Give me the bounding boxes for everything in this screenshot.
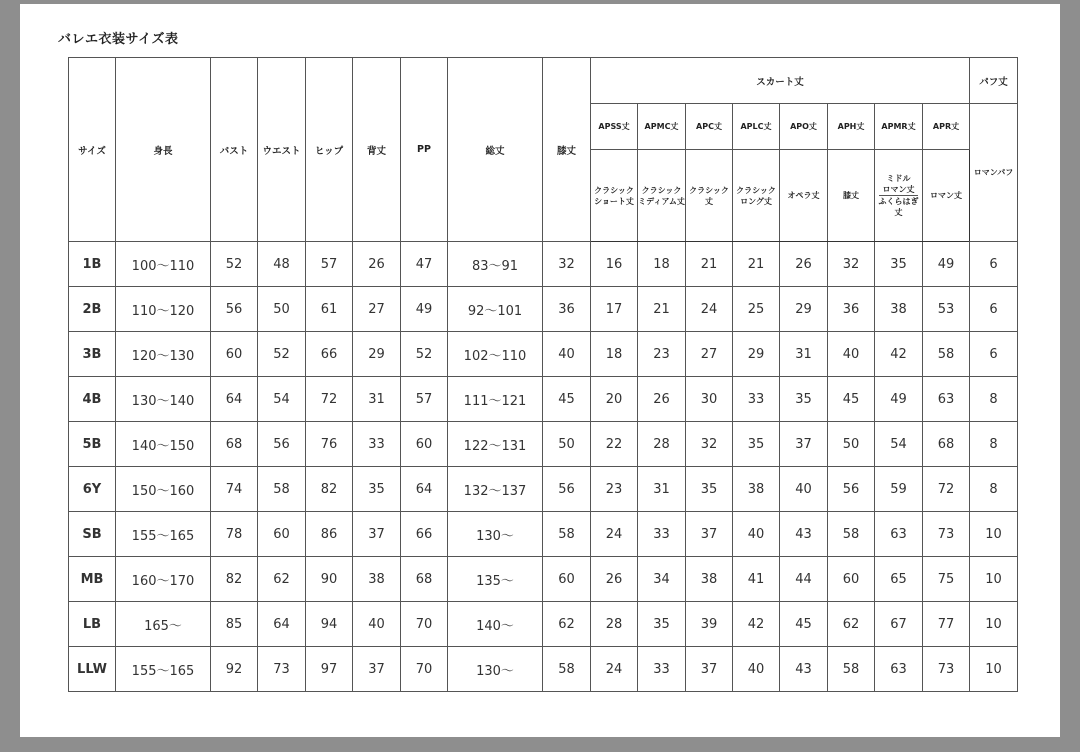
table-cell: 38	[733, 467, 780, 512]
header-skirt-name-line: クラシック	[736, 185, 776, 195]
table-cell: 52	[258, 332, 306, 377]
header-skirt-name	[591, 150, 638, 242]
table-cell: 10	[970, 647, 1018, 692]
table-cell: 59	[875, 467, 923, 512]
header-total-length: 総丈	[448, 58, 543, 242]
page-title: バレエ衣装サイズ表	[58, 32, 179, 47]
table-row	[69, 467, 1018, 512]
header-skirt-name-line: クラシック	[594, 185, 634, 195]
table-cell: 33	[638, 647, 686, 692]
table-cell: 57	[306, 242, 353, 287]
table-cell: 165〜	[116, 602, 211, 647]
table-cell: 42	[733, 602, 780, 647]
table-cell: 150〜160	[116, 467, 211, 512]
table-cell: 26	[591, 557, 638, 602]
table-cell: 72	[306, 377, 353, 422]
table-cell: 40	[733, 647, 780, 692]
header-skirt-name-line: オペラ丈	[787, 191, 820, 200]
table-cell: 50	[258, 287, 306, 332]
table-cell: 38	[686, 557, 733, 602]
table-cell: 26	[780, 242, 828, 287]
table-cell: 16	[591, 242, 638, 287]
table-cell: 76	[306, 422, 353, 467]
table-cell: 52	[401, 332, 448, 377]
table-cell: 68	[211, 422, 258, 467]
table-cell: 45	[543, 377, 591, 422]
table-cell: 73	[258, 647, 306, 692]
table-cell: 40	[543, 332, 591, 377]
table-cell: 38	[875, 287, 923, 332]
header-skirt-name-line: ミディアム丈	[638, 196, 685, 206]
table-cell: 62	[543, 602, 591, 647]
size-label-cell: SB	[69, 512, 116, 557]
table-cell: 58	[543, 647, 591, 692]
table-cell: 37	[780, 422, 828, 467]
table-cell: 130〜	[448, 647, 543, 692]
table-cell: 52	[211, 242, 258, 287]
table-cell: 60	[211, 332, 258, 377]
document-sheet	[20, 4, 1060, 737]
table-cell: 8	[970, 377, 1018, 422]
table-cell: 32	[543, 242, 591, 287]
table-cell: 42	[875, 332, 923, 377]
table-cell: 35	[780, 377, 828, 422]
table-cell: 26	[353, 242, 401, 287]
table-cell: 63	[875, 512, 923, 557]
table-cell: 155〜165	[116, 512, 211, 557]
table-cell: 63	[875, 647, 923, 692]
table-cell: 92〜101	[448, 287, 543, 332]
table-cell: 49	[401, 287, 448, 332]
table-cell: 75	[923, 557, 970, 602]
table-cell: 78	[211, 512, 258, 557]
header-skirt-code: APR丈	[923, 104, 970, 150]
table-cell: 62	[828, 602, 875, 647]
table-cell: 140〜	[448, 602, 543, 647]
header-skirt-name	[733, 150, 780, 242]
table-cell: 35	[353, 467, 401, 512]
table-cell: 50	[828, 422, 875, 467]
table-cell: 37	[353, 512, 401, 557]
table-cell: 82	[211, 557, 258, 602]
table-cell: 45	[828, 377, 875, 422]
table-cell: 31	[638, 467, 686, 512]
table-cell: 40	[780, 467, 828, 512]
header-skirt-name	[686, 150, 733, 242]
header-apmr-extra: ふくらはぎ丈	[878, 197, 919, 217]
table-row	[69, 512, 1018, 557]
table-cell: 48	[258, 242, 306, 287]
header-size: サイズ	[69, 58, 116, 242]
table-cell: 73	[923, 647, 970, 692]
header-waist: ウエスト	[258, 58, 306, 242]
table-cell: 160〜170	[116, 557, 211, 602]
header-skirt-name-line: ショート丈	[594, 196, 634, 206]
table-cell: 32	[686, 422, 733, 467]
table-cell: 35	[686, 467, 733, 512]
table-cell: 30	[686, 377, 733, 422]
table-cell: 94	[306, 602, 353, 647]
table-cell: 23	[638, 332, 686, 377]
table-cell: 22	[591, 422, 638, 467]
table-cell: 50	[543, 422, 591, 467]
table-cell: 36	[543, 287, 591, 332]
table-cell: 100〜110	[116, 242, 211, 287]
table-cell: 83〜91	[448, 242, 543, 287]
table-row	[69, 557, 1018, 602]
table-cell: 6	[970, 287, 1018, 332]
table-cell: 120〜130	[116, 332, 211, 377]
table-cell: 10	[970, 602, 1018, 647]
header-skirt-name-line: クラシック	[641, 185, 682, 195]
table-cell: 41	[733, 557, 780, 602]
table-cell: 49	[875, 377, 923, 422]
table-cell: 37	[686, 512, 733, 557]
table-cell: 6	[970, 242, 1018, 287]
table-cell: 130〜140	[116, 377, 211, 422]
table-cell: 39	[686, 602, 733, 647]
table-cell: 60	[401, 422, 448, 467]
table-cell: 62	[258, 557, 306, 602]
table-cell: 60	[828, 557, 875, 602]
table-cell: 54	[875, 422, 923, 467]
header-skirt-name-line: ミドル	[886, 174, 911, 183]
table-cell: 66	[401, 512, 448, 557]
table-cell: 73	[923, 512, 970, 557]
size-label-cell: MB	[69, 557, 116, 602]
table-cell: 8	[970, 467, 1018, 512]
table-row	[69, 377, 1018, 422]
size-label-cell: 2B	[69, 287, 116, 332]
table-cell: 34	[638, 557, 686, 602]
table-row	[69, 332, 1018, 377]
table-cell: 56	[828, 467, 875, 512]
table-cell: 38	[353, 557, 401, 602]
table-cell: 132〜137	[448, 467, 543, 512]
table-cell: 24	[591, 647, 638, 692]
table-cell: 33	[638, 512, 686, 557]
table-cell: 64	[211, 377, 258, 422]
table-cell: 56	[211, 287, 258, 332]
table-cell: 31	[353, 377, 401, 422]
table-cell: 21	[638, 287, 686, 332]
table-cell: 92	[211, 647, 258, 692]
table-cell: 47	[401, 242, 448, 287]
table-cell: 97	[306, 647, 353, 692]
table-cell: 43	[780, 512, 828, 557]
table-cell: 21	[686, 242, 733, 287]
header-skirt-name-line: ロマン丈	[882, 185, 915, 194]
table-cell: 111〜121	[448, 377, 543, 422]
header-skirt-name	[828, 150, 875, 242]
table-cell: 49	[923, 242, 970, 287]
table-cell: 28	[591, 602, 638, 647]
table-cell: 40	[733, 512, 780, 557]
table-cell: 64	[401, 467, 448, 512]
table-cell: 6	[970, 332, 1018, 377]
table-cell: 57	[401, 377, 448, 422]
table-cell: 65	[875, 557, 923, 602]
table-cell: 25	[733, 287, 780, 332]
header-skirt-name-line: ロング丈	[740, 196, 772, 206]
table-cell: 90	[306, 557, 353, 602]
header-bust: バスト	[211, 58, 258, 242]
table-cell: 40	[828, 332, 875, 377]
table-cell: 70	[401, 602, 448, 647]
table-cell: 10	[970, 557, 1018, 602]
table-cell: 23	[591, 467, 638, 512]
header-skirt-code: APSS丈	[591, 104, 638, 150]
table-cell: 61	[306, 287, 353, 332]
table-cell: 27	[686, 332, 733, 377]
table-row	[69, 242, 1018, 287]
table-cell: 40	[353, 602, 401, 647]
size-label-cell: 6Y	[69, 467, 116, 512]
table-cell: 32	[828, 242, 875, 287]
table-cell: 110〜120	[116, 287, 211, 332]
table-cell: 135〜	[448, 557, 543, 602]
table-cell: 64	[258, 602, 306, 647]
table-cell: 85	[211, 602, 258, 647]
table-cell: 86	[306, 512, 353, 557]
table-cell: 74	[211, 467, 258, 512]
table-row	[69, 422, 1018, 467]
table-cell: 102〜110	[448, 332, 543, 377]
table-cell: 35	[638, 602, 686, 647]
header-skirt-name-line: 膝丈	[843, 191, 859, 200]
header-hip: ヒップ	[306, 58, 353, 242]
table-cell: 33	[353, 422, 401, 467]
size-label-cell: 1B	[69, 242, 116, 287]
table-cell: 29	[780, 287, 828, 332]
table-cell: 18	[638, 242, 686, 287]
size-label-cell: 5B	[69, 422, 116, 467]
table-cell: 44	[780, 557, 828, 602]
table-cell: 155〜165	[116, 647, 211, 692]
table-cell: 67	[875, 602, 923, 647]
header-knee-length: 膝丈	[543, 58, 591, 242]
table-cell: 33	[733, 377, 780, 422]
table-cell: 37	[353, 647, 401, 692]
table-cell: 53	[923, 287, 970, 332]
table-cell: 31	[780, 332, 828, 377]
table-cell: 56	[543, 467, 591, 512]
header-skirt-name-line: クラシック丈	[689, 185, 729, 206]
table-cell: 43	[780, 647, 828, 692]
table-cell: 72	[923, 467, 970, 512]
header-puff-group: パフ丈	[970, 58, 1018, 104]
header-skirt-code: APC丈	[686, 104, 733, 150]
header-pp: PP	[401, 58, 448, 242]
table-cell: 68	[401, 557, 448, 602]
header-skirt-name	[875, 150, 923, 242]
header-skirt-name	[923, 150, 970, 242]
table-cell: 58	[828, 512, 875, 557]
header-skirt-name	[780, 150, 828, 242]
table-cell: 28	[638, 422, 686, 467]
table-cell: 17	[591, 287, 638, 332]
table-row	[69, 647, 1018, 692]
header-skirt-code: APH丈	[828, 104, 875, 150]
table-cell: 58	[258, 467, 306, 512]
table-cell: 45	[780, 602, 828, 647]
table-cell: 58	[828, 647, 875, 692]
table-cell: 140〜150	[116, 422, 211, 467]
header-puff-name: ロマンパフ	[970, 104, 1018, 242]
table-cell: 56	[258, 422, 306, 467]
table-cell: 29	[353, 332, 401, 377]
table-cell: 8	[970, 422, 1018, 467]
table-cell: 122〜131	[448, 422, 543, 467]
size-label-cell: 4B	[69, 377, 116, 422]
table-cell: 60	[258, 512, 306, 557]
size-table	[68, 57, 1018, 692]
size-label-cell: LLW	[69, 647, 116, 692]
table-cell: 58	[543, 512, 591, 557]
table-cell: 63	[923, 377, 970, 422]
table-cell: 35	[733, 422, 780, 467]
table-cell: 10	[970, 512, 1018, 557]
table-row	[69, 287, 1018, 332]
table-row	[69, 602, 1018, 647]
table-cell: 60	[543, 557, 591, 602]
size-label-cell: 3B	[69, 332, 116, 377]
table-cell: 20	[591, 377, 638, 422]
table-cell: 36	[828, 287, 875, 332]
table-cell: 37	[686, 647, 733, 692]
table-cell: 21	[733, 242, 780, 287]
header-height: 身長	[116, 58, 211, 242]
table-cell: 130〜	[448, 512, 543, 557]
table-cell: 77	[923, 602, 970, 647]
table-cell: 24	[686, 287, 733, 332]
header-back-length: 背丈	[353, 58, 401, 242]
table-cell: 58	[923, 332, 970, 377]
table-cell: 70	[401, 647, 448, 692]
table-cell: 54	[258, 377, 306, 422]
header-skirt-name-line: ロマン丈	[930, 191, 962, 200]
table-cell: 82	[306, 467, 353, 512]
table-cell: 29	[733, 332, 780, 377]
header-skirt-code: APO丈	[780, 104, 828, 150]
header-skirt-name	[638, 150, 686, 242]
table-cell: 66	[306, 332, 353, 377]
table-cell: 68	[923, 422, 970, 467]
header-skirt-code: APMC丈	[638, 104, 686, 150]
header-skirt-group: スカート丈	[591, 58, 970, 104]
header-skirt-code: APMR丈	[875, 104, 923, 150]
table-cell: 18	[591, 332, 638, 377]
table-cell: 24	[591, 512, 638, 557]
size-label-cell: LB	[69, 602, 116, 647]
header-skirt-code: APLC丈	[733, 104, 780, 150]
table-cell: 27	[353, 287, 401, 332]
table-cell: 35	[875, 242, 923, 287]
table-cell: 26	[638, 377, 686, 422]
